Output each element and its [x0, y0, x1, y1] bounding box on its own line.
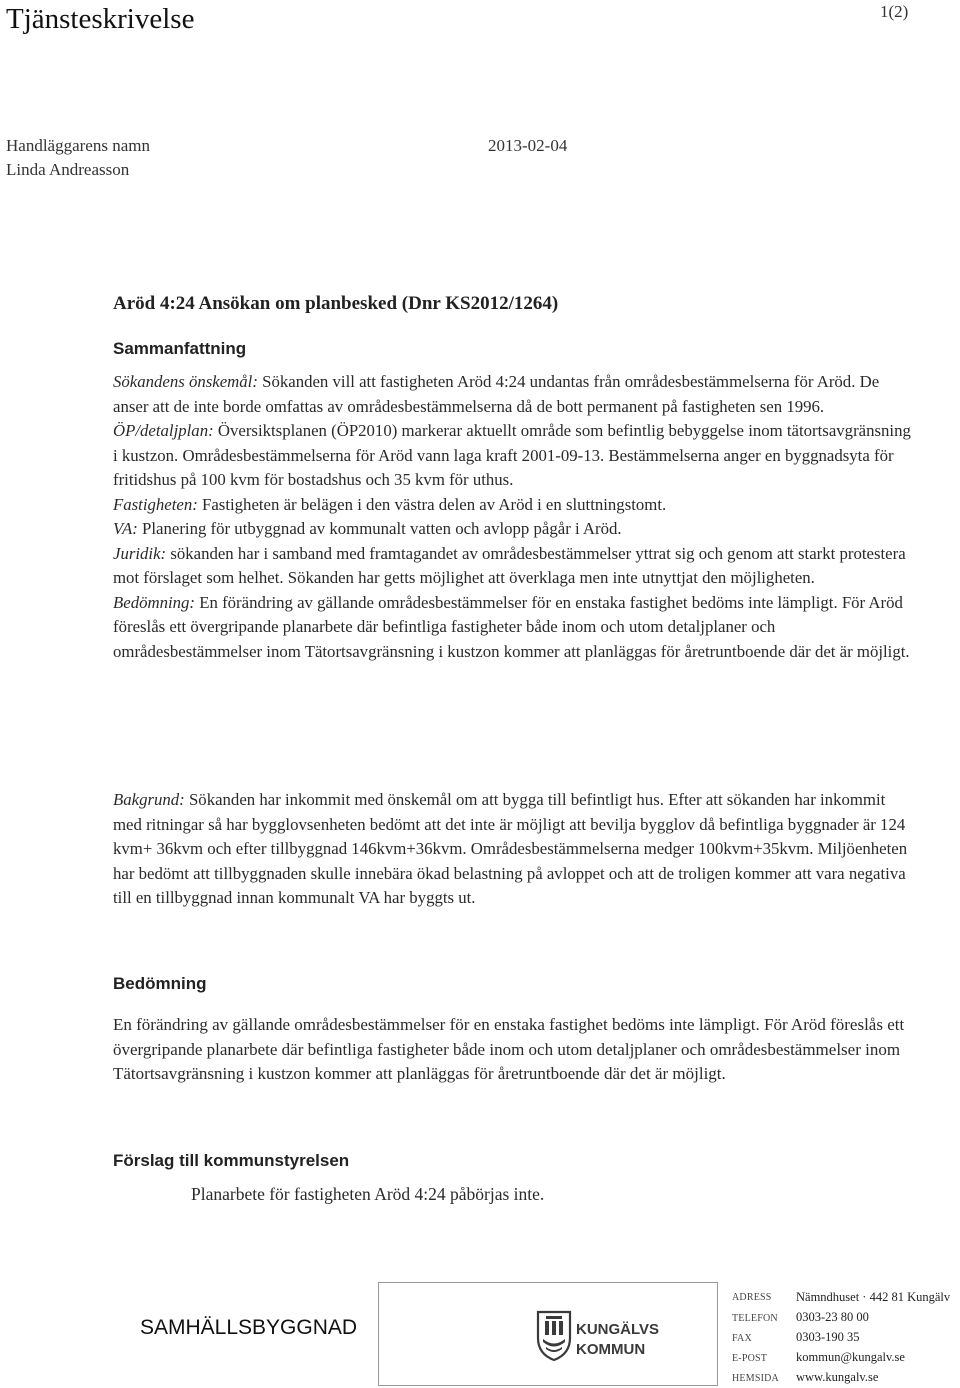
summary-paragraph	[113, 370, 913, 419]
summary-paragraph	[113, 542, 913, 591]
document-date: 2013-02-04	[488, 136, 568, 155]
handler-label: Handläggarens namn	[6, 136, 150, 155]
assessment-heading: Bedömning	[113, 974, 207, 993]
assessment-text: En förändring av gällande områdesbestämmelser för en enstaka fastighet bedöms inte lämpligt. För Aröd föreslås ett övergripande planarbete där befintliga fastigheter både inom och utom detaljplaner och områdesbestämmelser inom Tätortsavgränsning i kustzon kommer att planläggas för åretruntboende där det är möjligt.	[113, 1015, 905, 1083]
paragraph-text: En förändring av gällande områdesbestämmelser för en enstaka fastighet bedöms inte lämpligt. För Aröd föreslås ett övergripande planarbete där befintliga fastigheter både inom och utom detaljplaner och områdesbestämmelser inom Tätortsavgränsning i kustzon kommer att planläggas för åretruntboende där det är möjligt.	[113, 592, 910, 661]
handler-name: Linda Andreasson	[6, 160, 130, 179]
paragraph-text: Fastigheten är belägen i den västra delen av Aröd i en sluttningstomt.	[197, 494, 667, 514]
document-title: Tjänsteskrivelse	[6, 3, 195, 35]
paragraph-label: Juridik:	[113, 543, 167, 563]
logo-text-line2: KOMMUN	[576, 1341, 646, 1358]
contact-value-address: Nämndhuset · 442 81 Kungälv	[796, 1290, 951, 1304]
paragraph-label: Sökandens önskemål:	[113, 372, 258, 391]
proposal-heading: Förslag till kommunstyrelsen	[113, 1151, 350, 1170]
summary-heading: Sammanfattning	[113, 339, 247, 358]
background-paragraph	[113, 788, 913, 911]
kungalv-kommun-logo	[536, 1304, 660, 1364]
summary-body	[113, 370, 913, 664]
summary-paragraph	[113, 517, 913, 542]
department-name: SAMHÄLLSBYGGNAD	[140, 1316, 358, 1339]
contact-label-phone: TELEFON	[732, 1313, 778, 1324]
contact-value-fax: 0303-190 35	[796, 1330, 860, 1344]
background-label: Bakgrund:	[113, 790, 185, 809]
contact-value-email[interactable]: kommun@kungalv.se	[796, 1350, 905, 1364]
paragraph-label: Bedömning:	[113, 592, 196, 612]
contact-value-website[interactable]: www.kungalv.se	[796, 1370, 879, 1384]
contact-value-phone: 0303-23 80 00	[796, 1310, 869, 1324]
contact-label-fax: FAX	[732, 1333, 752, 1344]
page-number: 1(2)	[880, 2, 909, 21]
logo-text-line1: KUNGÄLVS	[576, 1321, 660, 1338]
paragraph-text: Översiktsplanen (ÖP2010) markerar aktuellt område som befintlig bebyggelse inom tätortsavgränsning i kustzon. Områdesbestämmelserna för Aröd vann laga kraft 2001-09-13. Bestämmelserna anger en byggnadsyta för fritidshus på 100 kvm för bostadshus och 35 kvm för uthus.	[113, 421, 911, 489]
contact-label-email: E-POST	[732, 1353, 768, 1364]
paragraph-text: sökanden har i samband med framtagandet av områdesbestämmelser yttrat sig och genom att starkt protestera mot förslaget som helhet. Sökanden har getts möjlighet att överklaga men inte utnyttjat den möjligheten.	[113, 543, 906, 587]
paragraph-text: Sökanden vill att fastigheten Aröd 4:24 undantas från områdesbestämmelserna för Aröd. De anser att de inte borde omfattas av områdesbestämmelserna då de bott permanent på fastigheten sen 1996.	[113, 372, 880, 416]
summary-paragraph	[113, 493, 913, 518]
contact-details	[732, 1288, 960, 1388]
contact-label-website: HEMSIDA	[732, 1373, 779, 1384]
subject-heading: Aröd 4:24 Ansökan om planbesked (Dnr KS2012/1264)	[113, 293, 559, 314]
paragraph-text: Planering för utbyggnad av kommunalt vatten och avlopp pågår i Aröd.	[137, 519, 622, 538]
paragraph-label: VA:	[113, 519, 138, 538]
summary-paragraph	[113, 419, 913, 493]
paragraph-label: Fastigheten:	[113, 494, 198, 514]
contact-label-address: ADRESS	[732, 1292, 772, 1303]
summary-paragraph	[113, 591, 913, 665]
paragraph-label: ÖP/detaljplan:	[113, 421, 214, 440]
proposal-text: Planarbete för fastigheten Aröd 4:24 påbörjas inte.	[191, 1184, 545, 1204]
background-text: Sökanden har inkommit med önskemål om att bygga till befintligt hus. Efter att sökanden har inkommit med ritningar så har bygglovsenheten bedömt att det inte är möjligt att bevilja bygglov då befintliga byggnader är 124 kvm+ 36kvm och efter tillbyggnad 146kvm+36kvm. Områdesbestämmelserna medger 100kvm+35kvm. Miljöenheten har bedömt att tillbyggnaden skulle innebära ökad belastning på avloppet och att de troligen kommer att vara negativa till en tillbyggnad innan kommunalt VA har byggts ut.	[113, 790, 908, 907]
